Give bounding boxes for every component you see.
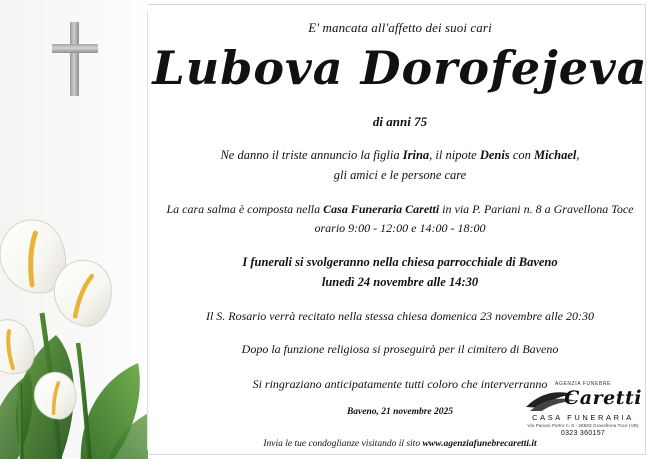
deceased-name: Lubova Dorofejeva — [152, 41, 648, 95]
funeral-line-1: I funerali si svolgeranno nella chiesa parrocchiale di Baveno — [242, 255, 558, 270]
viewing-post: in via P. Pariani n. 8 a Gravellona Toce — [439, 202, 634, 217]
daughter-name: Irina — [402, 148, 430, 163]
logo-brand: Caretti — [564, 386, 642, 409]
after-ceremony-line: Dopo la funzione religiosa si proseguirà per il cimitero di Baveno — [241, 341, 559, 356]
grandson-name: Denis — [479, 148, 510, 163]
thanks-line: Si ringraziano anticipatamente tutti coloro che interverranno — [252, 376, 548, 391]
age-line: di anni 75 — [372, 114, 428, 130]
other-name: Michael — [534, 148, 577, 163]
band-divider — [147, 10, 148, 450]
condolences-line — [150, 439, 650, 449]
cross-icon — [52, 22, 98, 96]
rosary-line: Il S. Rosario verrà recitato nella stessa chiesa domenica 23 novembre alle 20:30 — [205, 308, 595, 323]
calla-lily-illustration — [0, 167, 148, 459]
condolences-website[interactable]: www.agenziafunebrecaretti.it — [422, 439, 537, 449]
announce-mid2: con — [509, 148, 535, 163]
funeral-home-name: Casa Funeraria Caretti — [323, 202, 440, 217]
company-logo — [524, 382, 642, 437]
viewing-pre: La cara salma è composta nella — [166, 202, 324, 217]
announce-pre: Ne danno il triste annuncio la figlia — [220, 148, 403, 163]
intro-line: E' mancata all'affetto dei suoi cari — [308, 20, 492, 35]
logo-top-label: AGENZIA FUNEBRE — [555, 380, 611, 387]
announce-mid1: , il nipote — [429, 148, 480, 163]
announce-end: , — [576, 148, 580, 163]
logo-address: Via Pariani Pietro n. 8 - 28883 Gravellona Toce (VB) — [527, 422, 639, 428]
decorative-left-band — [0, 0, 148, 459]
viewing-block — [150, 200, 650, 237]
logo-phone: 0323 360157 — [560, 429, 606, 437]
logo-wing-row — [524, 387, 642, 413]
announcement-block — [150, 146, 650, 185]
funeral-block — [150, 253, 650, 292]
viewing-hours: orario 9:00 - 12:00 e 14:00 - 18:00 — [314, 220, 486, 235]
funeral-line-2: lunedì 24 novembre alle 14:30 — [321, 274, 479, 289]
condolences-pre: Invia le tue condoglianze visitando il sito — [263, 439, 423, 449]
place-and-date: Baveno, 21 novembre 2025 — [346, 406, 454, 417]
announce-line2: gli amici e le persone care — [333, 167, 467, 182]
logo-subtitle: CASA FUNERARIA — [532, 412, 634, 422]
